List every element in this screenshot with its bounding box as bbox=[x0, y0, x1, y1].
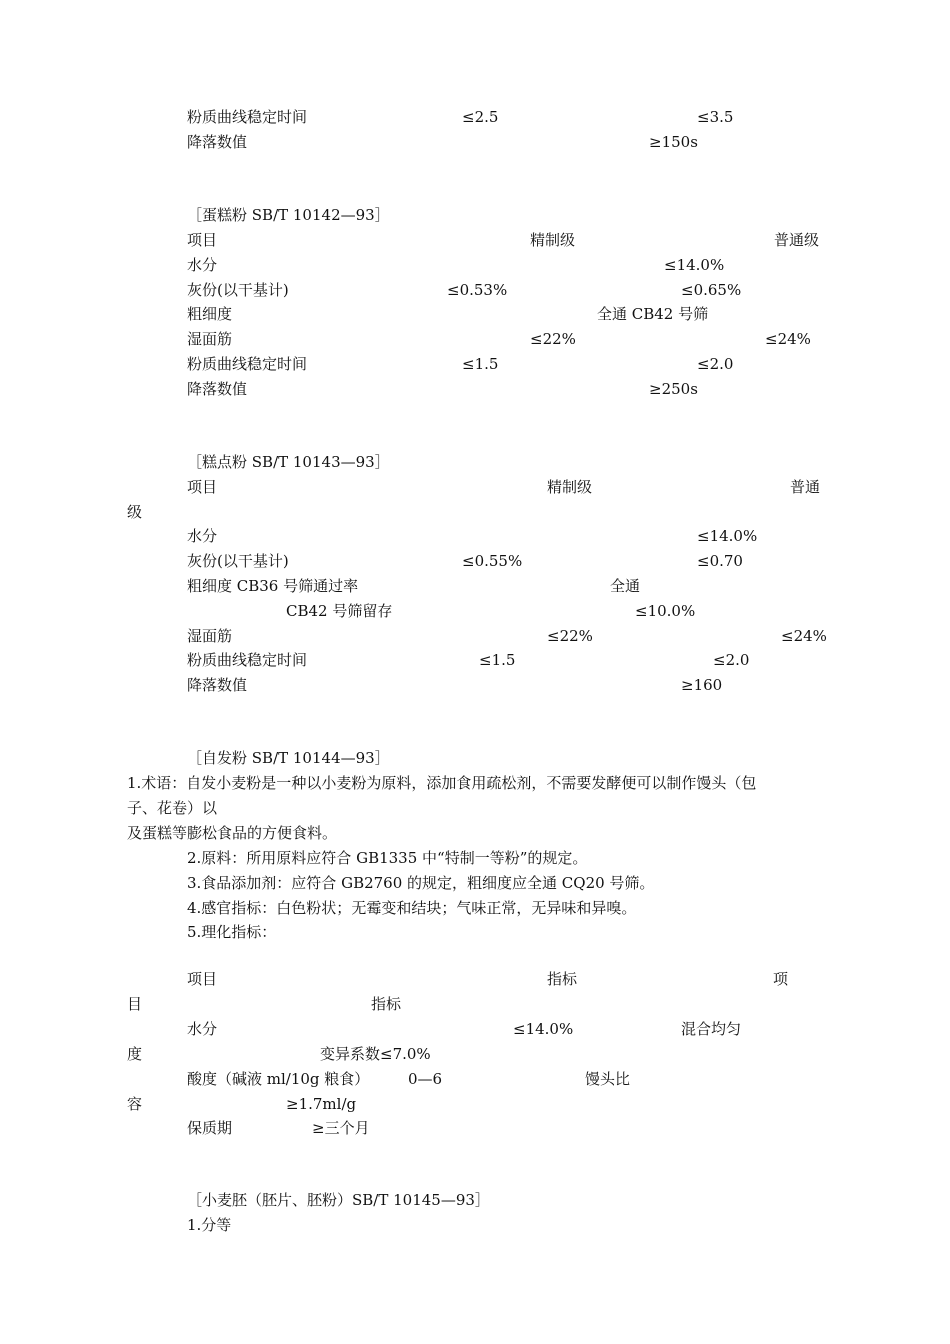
row-label: 酸度（碱液 ml/10g 粮食） bbox=[187, 1070, 370, 1088]
row-label-wrap: 度 bbox=[127, 1045, 143, 1063]
row-label: 灰份(以干基计) bbox=[187, 552, 289, 570]
column-header: 普通级 bbox=[774, 231, 820, 249]
paragraph: 2.原料：所用原料应符合 GB1335 中“特制一等粉”的规定。 bbox=[187, 849, 588, 867]
paragraph: 5.理化指标： bbox=[187, 923, 277, 941]
column-header-wrap: 目 bbox=[127, 995, 143, 1013]
row-label: 水分 bbox=[187, 1020, 218, 1038]
column-header: 指标 bbox=[547, 970, 578, 988]
row-label: 降落数值 bbox=[187, 380, 248, 398]
row-value: ≤2.0 bbox=[713, 651, 750, 669]
column-header-wrap: 级 bbox=[127, 503, 143, 521]
row-label: 馒头比 bbox=[585, 1070, 631, 1088]
row-value: ≥150s bbox=[649, 133, 698, 151]
row-label: 粗细度 bbox=[187, 305, 233, 323]
row-value: ≤22% bbox=[547, 627, 593, 645]
row-value: ≤24% bbox=[781, 627, 827, 645]
row-value: ≥三个月 bbox=[312, 1119, 370, 1137]
row-value: ≤1.5 bbox=[479, 651, 516, 669]
column-header: 指标 bbox=[371, 995, 402, 1013]
row-label: 混合均匀 bbox=[681, 1020, 742, 1038]
paragraph: 1.术语：自发小麦粉是一种以小麦粉为原料，添加食用疏松剂，不需要发酵便可以制作馒头（包 bbox=[127, 774, 757, 792]
paragraph: 子、花卷）以 bbox=[127, 799, 218, 817]
section-heading: ［自发粉 SB/T 10144—93］ bbox=[187, 749, 390, 767]
row-label: 水分 bbox=[187, 256, 218, 274]
row-label: 湿面筋 bbox=[187, 627, 233, 645]
column-header: 精制级 bbox=[530, 231, 576, 249]
row-value: ≤0.65% bbox=[681, 281, 742, 299]
column-header: 项 bbox=[773, 970, 789, 988]
column-header: 项目 bbox=[187, 970, 218, 988]
paragraph: 3.食品添加剂：应符合 GB2760 的规定，粗细度应全通 CQ20 号筛。 bbox=[187, 874, 655, 892]
row-value: ≤2.0 bbox=[697, 355, 734, 373]
row-value: 全通 CB42 号筛 bbox=[597, 305, 709, 323]
row-label: 粉质曲线稳定时间 bbox=[187, 108, 308, 126]
column-header: 项目 bbox=[187, 231, 218, 249]
section-heading: ［小麦胚（胚片、胚粉）SB/T 10145—93］ bbox=[187, 1191, 490, 1209]
column-header: 项目 bbox=[187, 478, 218, 496]
column-header: 普通 bbox=[790, 478, 821, 496]
row-value: ≤2.5 bbox=[462, 108, 499, 126]
row-value: ≤0.55% bbox=[462, 552, 523, 570]
row-label: 粗细度 CB36 号筛通过率 bbox=[187, 577, 359, 595]
row-label-wrap: 容 bbox=[127, 1095, 143, 1113]
paragraph: 4.感官指标：白色粉状；无霉变和结块；气味正常，无异味和异嗅。 bbox=[187, 899, 637, 917]
row-value: ≤3.5 bbox=[697, 108, 734, 126]
row-label: 灰份(以干基计) bbox=[187, 281, 289, 299]
row-value: 变异系数≤7.0% bbox=[320, 1045, 431, 1063]
row-value: ≤10.0% bbox=[635, 602, 696, 620]
row-label: 保质期 bbox=[187, 1119, 233, 1137]
row-value: ≤0.53% bbox=[447, 281, 508, 299]
row-label: 粉质曲线稳定时间 bbox=[187, 355, 308, 373]
row-value: 0—6 bbox=[408, 1070, 443, 1088]
row-value: ≤24% bbox=[765, 330, 811, 348]
section-heading: ［蛋糕粉 SB/T 10142—93］ bbox=[187, 206, 390, 224]
row-label: 湿面筋 bbox=[187, 330, 233, 348]
row-value: ≥160 bbox=[681, 676, 723, 694]
row-value: ≤1.5 bbox=[462, 355, 499, 373]
row-label: 水分 bbox=[187, 527, 218, 545]
row-value: ≤14.0% bbox=[664, 256, 725, 274]
column-header: 精制级 bbox=[547, 478, 593, 496]
row-value: ≤14.0% bbox=[513, 1020, 574, 1038]
row-value: ≥1.7ml/g bbox=[286, 1095, 357, 1113]
row-label: 粉质曲线稳定时间 bbox=[187, 651, 308, 669]
row-label: 降落数值 bbox=[187, 676, 248, 694]
paragraph: 1.分等 bbox=[187, 1216, 232, 1234]
row-value: ≤22% bbox=[530, 330, 576, 348]
row-value: 全通 bbox=[610, 577, 641, 595]
row-value: ≥250s bbox=[649, 380, 698, 398]
paragraph: 及蛋糕等膨松食品的方便食料。 bbox=[127, 824, 338, 842]
row-value: ≤0.70 bbox=[697, 552, 743, 570]
row-label: 降落数值 bbox=[187, 133, 248, 151]
row-label: CB42 号筛留存 bbox=[286, 602, 393, 620]
row-value: ≤14.0% bbox=[697, 527, 758, 545]
section-heading: ［糕点粉 SB/T 10143—93］ bbox=[187, 453, 390, 471]
